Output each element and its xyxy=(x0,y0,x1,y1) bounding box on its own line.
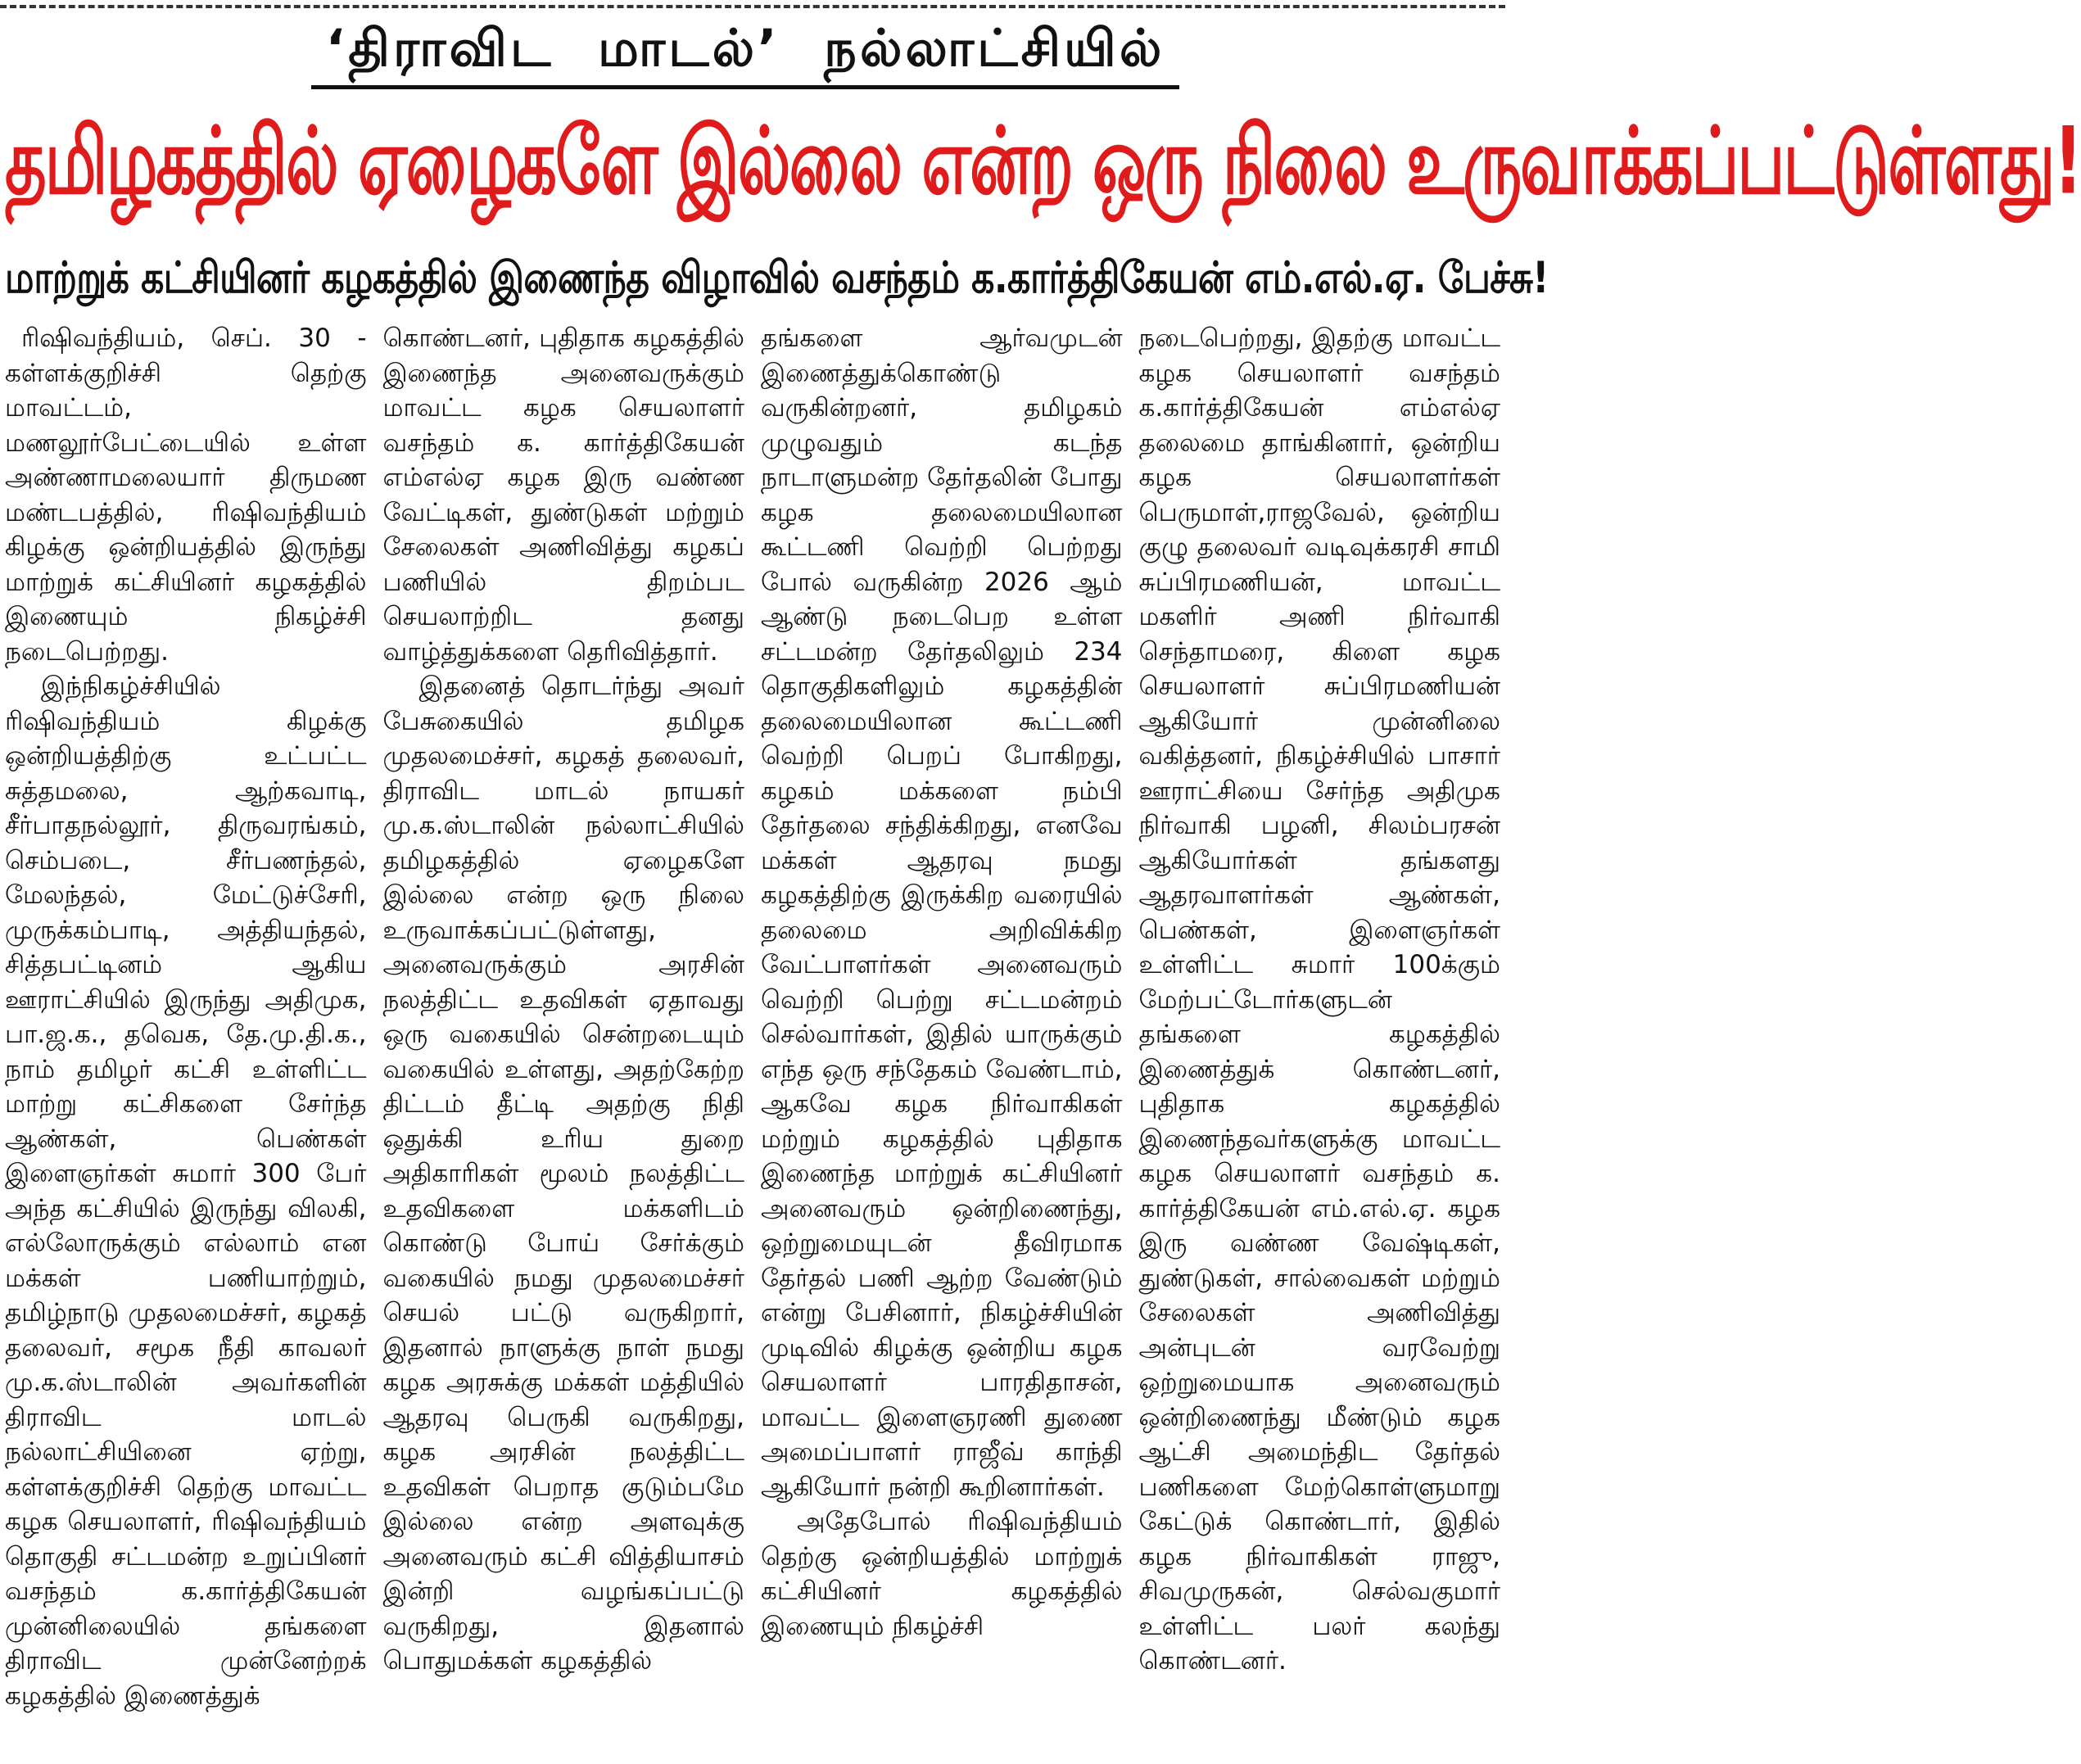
paragraph: கொண்டனர், புதிதாக கழகத்தில் இணைந்த அனைவருக்கும் மாவட்ட கழக செயலாளர் வசந்தம் க. கார்த்திகேயன் எம்எல்ஏ கழக இரு வண்ண வேட்டிகள், துண்டுகள் மற்றும் சேலைகள் அணிவித்து கழகப் பணியில் திறம்பட செயலாற்றிட தனது வாழ்த்துக்களை தெரிவித்தார். xyxy=(382,323,744,667)
paragraph: அதேபோல் ரிஷிவந்தியம் தெற்கு ஒன்றியத்தில் மாற்றுக் கட்சியினர் கழகத்தில் இணையும் நிகழ்ச்சி xyxy=(761,1507,1123,1641)
paragraph: தங்களை ஆர்வமுடன் இணைத்துக்கொண்டு வருகின்றனர், தமிழகம் முழுவதும் கடந்த நாடாளுமன்ற தேர்தலின் போது கழக தலைமையிலான கூட்டணி வெற்றி பெற்றது போல் வருகின்ற 2026 ஆம் ஆண்டு நடைபெற உள்ள சட்டமன்ற தேர்தலிலும் 234 தொகுதிகளிலும் கழகத்தின் தலைமையிலான கூட்டணி வெற்றி பெறப் போகிறது, கழகம் மக்களை நம்பி தேர்தலை சந்திக்கிறது, எனவே மக்கள் ஆதரவு நமது கழகத்திற்கு இருக்கிற வரையில் தலைமை அறிவிக்கிற வேட்பாளர்கள் அனைவரும் வெற்றி பெற்று சட்டமன்றம் செல்வார்கள், இதில் யாருக்கும் எந்த ஒரு சந்தேகம் வேண்டாம், ஆகவே கழக நிர்வாகிகள் மற்றும் கழகத்தில் புதிதாக இணைந்த மாற்றுக் கட்சியினர் அனைவரும் ஒன்றிணைந்து, ஒற்றுமையுடன் தீவிரமாக தேர்தல் பணி ஆற்ற வேண்டும் என்று பேசினார், நிகழ்ச்சியின் முடிவில் கிழக்கு ஒன்றிய கழக செயலாளர் பாரதிதாசன், மாவட்ட இளைஞரணி துணை அமைப்பாளர் ராஜீவ் காந்தி ஆகியோர் நன்றி கூறினார்கள். xyxy=(761,323,1123,1502)
article-column-4 xyxy=(1139,321,1501,1761)
article-kicker: ‘திராவிட மாடல்’ நல்லாட்சியில் xyxy=(311,11,1179,89)
article-column-2 xyxy=(383,321,745,1761)
article-body xyxy=(5,321,1500,1761)
article-column-3 xyxy=(761,321,1123,1761)
paragraph: இதனைத் தொடர்ந்து அவர் பேசுகையில் தமிழக முதலமைச்சர், கழகத் தலைவர், திராவிட மாடல் நாயகர் மு.க.ஸ்டாலின் நல்லாட்சியில் தமிழகத்தில் ஏழைகளே இல்லை என்ற ஒரு நிலை உருவாக்கப்பட்டுள்ளது, அனைவருக்கும் அரசின் நலத்திட்ட உதவிகள் ஏதாவது ஒரு வகையில் சென்றடையும் வகையில் உள்ளது, அதற்கேற்ற திட்டம் தீட்டி அதற்கு நிதி ஒதுக்கி உரிய துறை அதிகாரிகள் மூலம் நலத்திட்ட உதவிகளை மக்களிடம் கொண்டு போய் சேர்க்கும் வகையில் நமது முதலமைச்சர் செயல் பட்டு வருகிறார், இதனால் நாளுக்கு நாள் நமது கழக அரசுக்கு மக்கள் மத்தியில் ஆதரவு பெருகி வருகிறது, கழக அரசின் நலத்திட்ட உதவிகள் பெறாத குடும்பமே இல்லை என்ற அளவுக்கு அனைவரும் கட்சி வித்தியாசம் இன்றி வழங்கப்பட்டு வருகிறது, இதனால் பொதுமக்கள் கழகத்தில் xyxy=(382,672,744,1676)
paragraph: இந்நிகழ்ச்சியில் ரிஷிவந்தியம் கிழக்கு ஒன்றியத்திற்கு உட்பட்ட சுத்தமலை, ஆற்கவாடி, சீர்பாதநல்லூர், திருவரங்கம், செம்படை, சீர்பணந்தல், மேலந்தல், மேட்டுச்சேரி, முருக்கம்பாடி, அத்தியந்தல், சித்தபட்டினம் ஆகிய ஊராட்சியில் இருந்து அதிமுக, பா.ஜ.க., தவெக, தே.மு.தி.க., நாம் தமிழர் கட்சி உள்ளிட்ட மாற்று கட்சிகளை சேர்ந்த ஆண்கள், பெண்கள் இளைஞர்கள் சுமார் 300 பேர் அந்த கட்சியில் இருந்து விலகி, எல்லோருக்கும் எல்லாம் என மக்கள் பணியாற்றும், தமிழ்நாடு முதலமைச்சர், கழகத் தலைவர், சமூக நீதி காவலர் மு.க.ஸ்டாலின் அவர்களின் திராவிட மாடல் நல்லாட்சியினை ஏற்று, கள்ளக்குறிச்சி தெற்கு மாவட்ட கழக செயலாளர், ரிஷிவந்தியம் தொகுதி சட்டமன்ற உறுப்பினர் வசந்தம் க.கார்த்திகேயன் முன்னிலையில் தங்களை திராவிட முன்னேற்றக் கழகத்தில் இணைத்துக் xyxy=(5,672,367,1711)
paragraph: நடைபெற்றது, இதற்கு மாவட்ட கழக செயலாளர் வசந்தம் க.கார்த்திகேயன் எம்எல்ஏ தலைமை தாங்கினார், ஒன்றிய கழக செயலாளர்கள் பெருமாள்,ராஜவேல், ஒன்றிய குழு தலைவர் வடிவுக்கரசி சாமி சுப்பிரமணியன், மாவட்ட மகளிர் அணி நிர்வாகி செந்தாமரை, கிளை கழக செயலாளர் சுப்பிரமணியன் ஆகியோர் முன்னிலை வகித்தனர், நிகழ்ச்சியில் பாசார் ஊராட்சியை சேர்ந்த அதிமுக நிர்வாகி பழனி, சிலம்பரசன் ஆகியோர்கள் தங்களது ஆதரவாளர்கள் ஆண்கள், பெண்கள், இளைஞர்கள் உள்ளிட்ட சுமார் 100க்கும் மேற்பட்டோர்களுடன் தங்களை கழகத்தில் இணைத்துக் கொண்டனர், புதிதாக கழகத்தில் இணைந்தவர்களுக்கு மாவட்ட கழக செயலாளர் வசந்தம் க. கார்த்திகேயன் எம்.எல்.ஏ. கழக இரு வண்ண வேஷ்டிகள், துண்டுகள், சால்வைகள் மற்றும் சேலைகள் அணிவித்து அன்புடன் வரவேற்று ஒற்றுமையாக அனைவரும் ஒன்றிணைந்து மீண்டும் கழக ஆட்சி அமைந்திட தேர்தல் பணிகளை மேற்கொள்ளுமாறு கேட்டுக் கொண்டார், இதில் கழக நிர்வாகிகள் ராஜு, சிவமுருகன், செல்வகுமார் உள்ளிட்ட பலர் கலந்து கொண்டனர். xyxy=(1138,323,1500,1676)
article-column-1 xyxy=(5,321,367,1761)
clipping-dashed-edge xyxy=(0,5,1505,8)
article-headline: தமிழகத்தில் ஏழைகளே இல்லை என்ற ஒரு நிலை உருவாக்கப்பட்டுள்ளது! xyxy=(5,108,2081,216)
paragraph: ரிஷிவந்தியம், செப். 30 - கள்ளக்குறிச்சி தெற்கு மாவட்டம், மணலூர்பேட்டையில் உள்ள அண்ணாமலையார் திருமண மண்டபத்தில், ரிஷிவந்தியம் கிழக்கு ஒன்றியத்தில் இருந்து மாற்றுக் கட்சியினர் கழகத்தில் இணையும் நிகழ்ச்சி நடைபெற்றது. xyxy=(5,323,367,667)
article-subheadline: மாற்றுக் கட்சியினர் கழகத்தில் இணைந்த விழாவில் வசந்தம் க.கார்த்திகேயன் எம்.எல்.ஏ. பேச்சு! xyxy=(5,252,1549,303)
